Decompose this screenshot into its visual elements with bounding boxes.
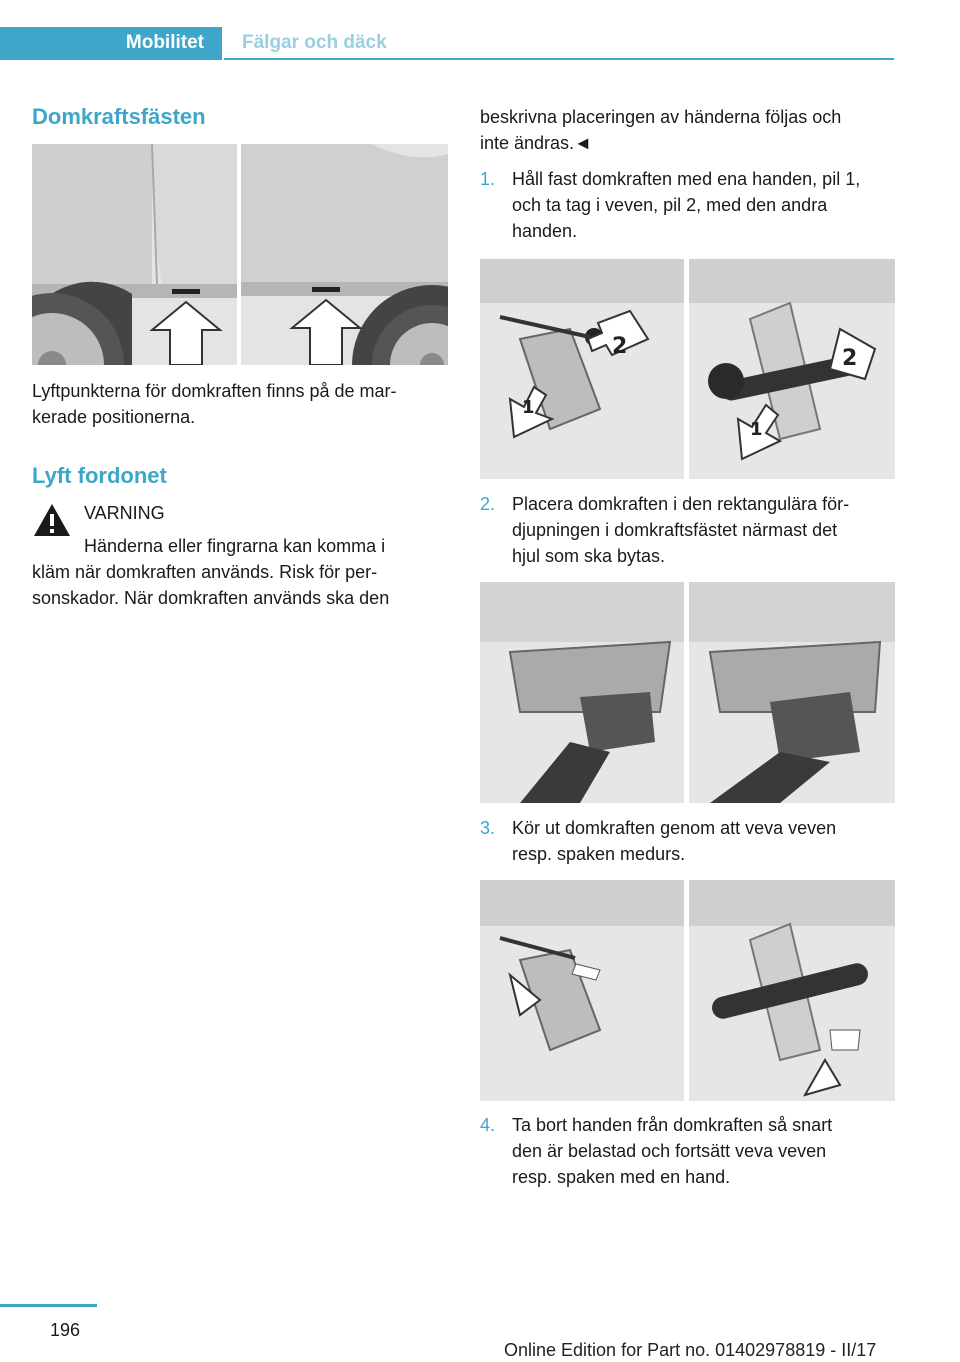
callout-2-right: 2 [842,346,858,371]
image-jack-points [32,144,448,365]
step-number: 1. [480,169,496,189]
step-text-line: djupningen i domkraftsfästet närmast det [512,520,838,540]
step-text-line: hjul som ska bytas. [512,546,666,566]
step-number: 3. [480,818,496,838]
heading-jack-points: Domkraftsfästen [32,104,206,129]
header-subsection-label: Fälgar och däck [242,32,387,53]
image-step-3 [480,880,895,1101]
step-number: 2. [480,494,496,514]
warning-text-line1: Händerna eller fingrarna kan komma i [84,536,386,556]
jack-points-illustration [32,144,448,365]
image-step-1 [480,259,895,479]
step-text-line: Placera domkraften i den rektangulära för- [512,494,850,514]
warning-title: VARNING [84,503,165,523]
footer-edition: Online Edition for Part no. 01402978819 - II/17 [504,1340,877,1360]
step-text-line: resp. spaken medurs. [512,844,686,864]
step-3 [480,815,896,869]
step-text-line: Håll fast domkraften med ena handen, pil 1, [512,169,861,189]
jack-crank-illustration [480,880,895,1101]
header-section-tab [0,27,222,60]
step-4 [480,1112,896,1192]
warning-text-line3: sonskador. När domkraften används ska den [32,588,390,608]
jack-hold-illustration [480,259,895,479]
header-subsection-tab [224,27,894,60]
warning-continuation-line1: beskrivna placeringen av händerna följas och [480,107,842,127]
callout-1-right: 1 [750,419,763,440]
callout-1: 1 [522,397,535,418]
para-jack-points-line2: kerade positionerna. [32,407,196,427]
step-text-line: den är belastad och fortsätt veva veven [512,1141,827,1161]
image-step-2 [480,582,895,803]
heading-lift-vehicle: Lyft fordonet [32,463,167,488]
warning-icon [32,502,72,538]
para-jack-points-line1: Lyftpunkterna för domkraften finns på de mar- [32,381,397,401]
warning-text-line2: kläm när domkraften används. Risk för per- [32,562,378,582]
step-number: 4. [480,1115,496,1135]
step-text-line: Ta bort handen från domkraften så snart [512,1115,833,1135]
step-1 [480,166,896,246]
page-number: 196 [50,1320,81,1340]
step-text-line: resp. spaken med en hand. [512,1167,731,1187]
step-text-line: Kör ut domkraften genom att veva veven [512,818,837,838]
step-text-line: handen. [512,221,578,241]
header-section-label: Mobilitet [125,32,204,53]
warning-continuation-line2: inte ändras.◄ [480,133,592,153]
footer-divider [0,1304,97,1307]
callout-2: 2 [612,334,628,359]
step-text-line: och ta tag i veven, pil 2, med den andra [512,195,828,215]
step-2 [480,491,896,571]
jack-placement-illustration [480,582,895,803]
